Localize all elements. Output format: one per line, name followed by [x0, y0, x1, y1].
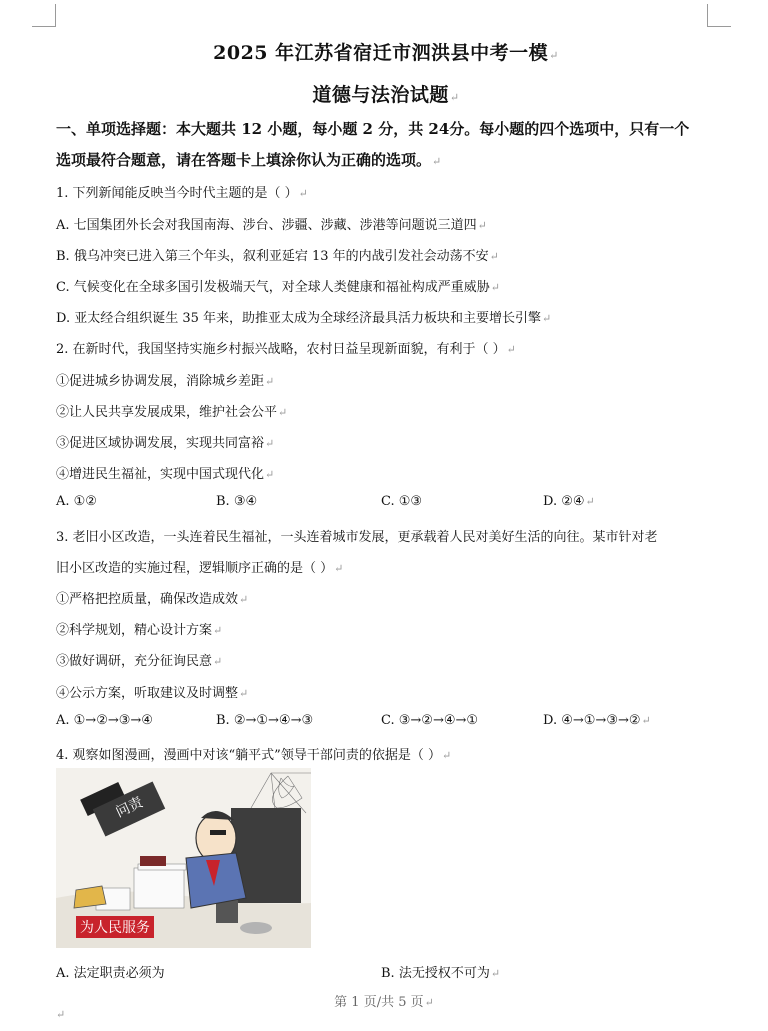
q2-option-a: A. ①② [56, 494, 97, 509]
crop-mark-top-right-h [707, 26, 731, 27]
q3-item-1: ①严格把控质量，确保改造成效↵ [56, 592, 249, 607]
q4-option-a: A. 法定职责必须为 [56, 966, 165, 981]
sunglasses [210, 830, 226, 835]
gavel-icon [80, 781, 165, 836]
q1-stem: 1. 下列新闻能反映当今时代主题的是（ ）↵ [56, 186, 308, 201]
crop-mark-top-left-h [32, 26, 56, 27]
q2-stem: 2. 在新时代，我国坚持实施乡村振兴战略，农村日益呈现新面貌，有利于（ ）↵ [56, 342, 516, 357]
q1-option-d: D. 亚太经合组织诞生 35 年来，助推亚太成为全球经济最具活力板块和主要增长引擎↵ [56, 311, 552, 326]
q2-item-2: ②让人民共享发展成果，维护社会公平↵ [56, 405, 288, 420]
q2-option-c: C. ①③ [381, 494, 423, 509]
q3-stem-line-2: 旧小区改造的实施过程，逻辑顺序正确的是（ ）↵ [56, 561, 344, 576]
end-return-mark: ↵ [56, 1008, 66, 1021]
section-heading-line-2: 选项最符合题意，请在答题卡上填涂你认为正确的选项。↵ [56, 151, 442, 169]
q4-stem: 4. 观察如图漫画，漫画中对该“躺平式”领导干部问责的依据是（ ）↵ [56, 748, 452, 763]
serve-people-banner: 为人民服务 [76, 916, 154, 938]
q2-item-4: ④增进民生福祉，实现中国式现代化↵ [56, 467, 275, 482]
q3-item-3: ③做好调研，充分征询民意↵ [56, 654, 223, 669]
q3-option-c: C. ③→②→④→① [381, 713, 479, 728]
q2-item-1: ①促进城乡协调发展，消除城乡差距↵ [56, 374, 275, 389]
q2-option-d: D. ②④↵ [543, 494, 595, 509]
q1-option-c: C. 气候变化在全球多国引发极端天气，对全球人类健康和福祉构成严重威胁↵ [56, 280, 500, 295]
q3-stem-line-1: 3. 老旧小区改造，一头连着民生福祉，一头连着城市发展，更承载着人民对美好生活的向往。某市针对老 [56, 530, 658, 545]
q3-option-a: A. ①→②→③→④ [56, 713, 153, 728]
q3-option-b: B. ②→①→④→③ [216, 713, 314, 728]
return-mark: ↵ [449, 91, 460, 104]
q1-option-a: A. 七国集团外长会对我国南海、涉台、涉疆、涉藏、涉港等问题说三道四↵ [56, 218, 487, 233]
cartoon-image [56, 768, 311, 948]
exam-subtitle-text: 道德与法治试题 [312, 84, 449, 106]
q2-item-3: ③促进区域协调发展，实现共同富裕↵ [56, 436, 275, 451]
hammer-label: 问责 [113, 794, 146, 821]
section-heading-line-1: 一、单项选择题：本大题共 12 小题，每小题 2 分，共 24分。每小题的四个选项中，只有一个 [56, 120, 690, 138]
q2-option-b: B. ③④ [216, 494, 258, 509]
exam-title-text: 2025 年江苏省宿迁市泗洪县中考一模 [213, 42, 549, 64]
exam-title [56, 38, 716, 65]
q3-item-4: ④公示方案，听取建议及时调整↵ [56, 686, 249, 701]
return-mark: ↵ [549, 49, 559, 62]
page-footer: 第 1 页/共 5 页↵ [334, 995, 434, 1010]
telephone-icon [74, 886, 106, 908]
q3-option-d: D. ④→①→③→②↵ [543, 713, 651, 728]
spilled-cup [240, 922, 272, 934]
book [140, 856, 166, 866]
q1-option-b: B. 俄乌冲突已进入第三个年头，叙利亚延宕 13 年的内战引发社会动荡不安↵ [56, 249, 499, 264]
crop-mark-top-right-v [707, 4, 708, 26]
paper-stacks [96, 864, 186, 910]
q4-option-b: B. 法无授权不可为↵ [381, 966, 501, 981]
crop-mark-top-left-v [55, 4, 56, 26]
q3-item-2: ②科学规划，精心设计方案↵ [56, 623, 223, 638]
exam-subtitle [56, 80, 716, 107]
